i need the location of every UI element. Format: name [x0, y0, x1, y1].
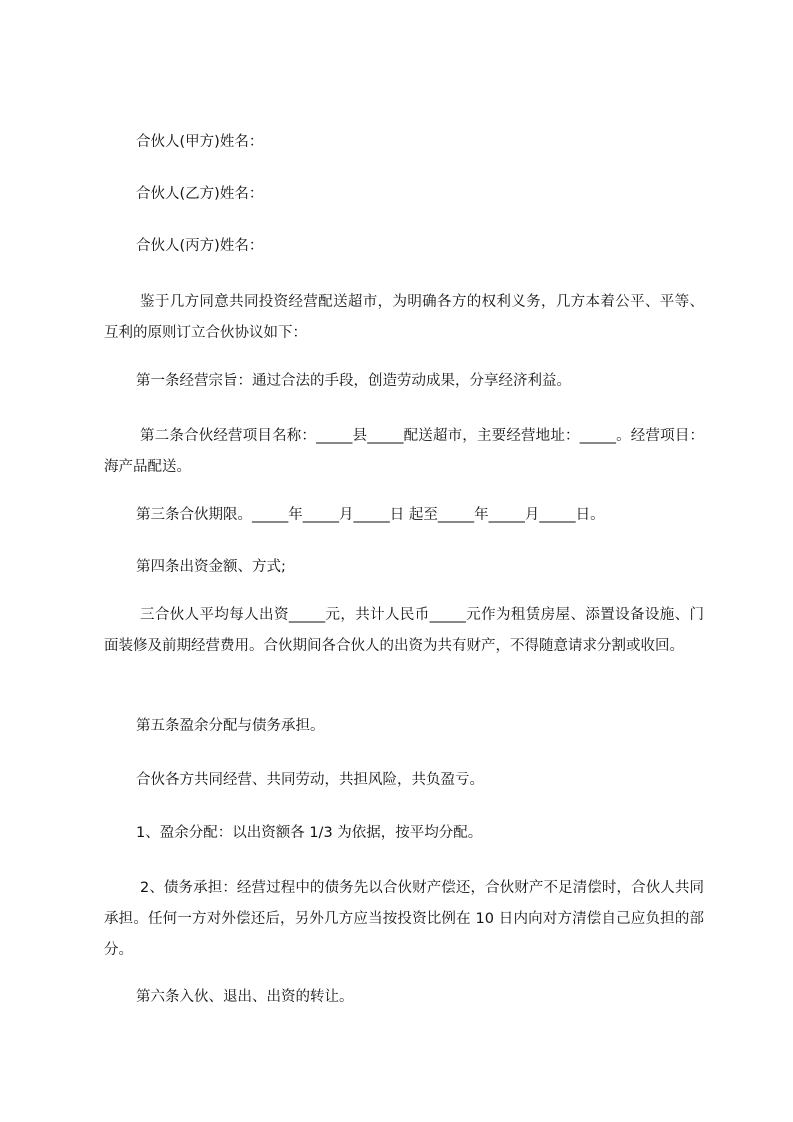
article-5-heading: 第五条盈余分配与债务承担。 — [136, 718, 325, 734]
partner-c-name-line: 合伙人(丙方)姓名： — [136, 238, 264, 254]
article-5-principle: 合伙各方共同经营、共同劳动，共担风险，共负盈亏。 — [136, 772, 484, 788]
partner-a-name-line: 合伙人(甲方)姓名： — [136, 134, 264, 150]
article-1-purpose: 第一条经营宗旨：通过合法的手段，创造劳动成果，分享经济利益。 — [136, 373, 571, 389]
article-5-profit-distribution: 1、盈余分配：以出资额各 1/3 为依据，按平均分配。 — [136, 825, 483, 841]
article-4-heading: 第四条出资金额、方式; — [136, 559, 286, 575]
article-2-project: 第二条合伙经营项目名称：_____县_____配送超市，主要经营地址：_____。经营项目：海产品配送。 — [104, 428, 704, 475]
article-5-debt-bearing: 2、债务承担：经营过程中的债务先以合伙财产偿还，合伙财产不足清偿时，合伙人共同承担。任何一方对外偿还后，另外几方应当按投资比例在 10 日内向对方清偿自己应负担的部分。 — [104, 880, 704, 958]
article-3-term: 第三条合伙期限。_____年_____月_____日 起至_____年_____月_____日。 — [136, 507, 605, 523]
article-6-heading: 第六条入伙、退出、出资的转让。 — [136, 989, 354, 1005]
article-4-body: 三合伙人平均每人出资_____元，共计人民币_____元作为租赁房屋、添置设备设施、门面装修及前期经营费用。合伙期间各合伙人的出资为共有财产，不得随意请求分割或收回。 — [104, 607, 704, 654]
preamble-paragraph: 鉴于几方同意共同投资经营配送超市，为明确各方的权利义务，几方本着公平、平等、互利的原则订立合伙协议如下： — [104, 294, 704, 341]
partner-b-name-line: 合伙人(乙方)姓名： — [136, 186, 264, 202]
